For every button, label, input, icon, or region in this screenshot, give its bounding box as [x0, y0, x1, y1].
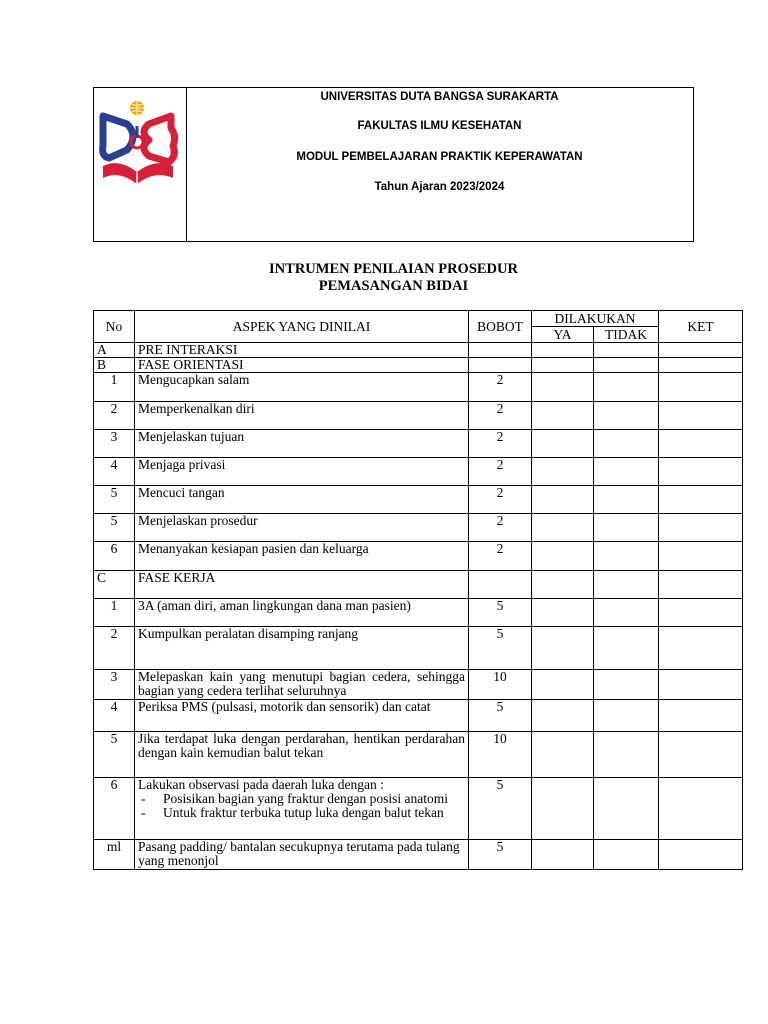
row-number: A	[94, 343, 135, 358]
header-box	[93, 87, 694, 242]
table-row	[94, 486, 743, 514]
table-row	[94, 542, 743, 571]
table-row	[94, 700, 743, 732]
row-tidak-cell	[594, 486, 659, 514]
row-ya-cell	[532, 402, 594, 430]
row-bobot: 2	[469, 542, 532, 571]
row-ya-cell	[532, 373, 594, 402]
row-bobot: 2	[469, 458, 532, 486]
row-ya-cell	[532, 571, 594, 599]
row-ket-cell	[659, 430, 743, 458]
dash-bullet: -	[141, 805, 146, 820]
row-tidak-cell	[594, 778, 659, 840]
row-tidak-cell	[594, 430, 659, 458]
row-ket-cell	[659, 627, 743, 670]
row-ket-cell	[659, 358, 743, 373]
row-bobot: 10	[469, 670, 532, 700]
sub-list-text: Posisikan bagian yang fraktur dengan posisi anatomi	[163, 791, 448, 806]
sub-list-item	[138, 792, 465, 806]
row-tidak-cell	[594, 700, 659, 732]
row-tidak-cell	[594, 514, 659, 542]
row-bobot: 2	[469, 373, 532, 402]
row-ya-cell	[532, 343, 594, 358]
header-text	[186, 88, 693, 241]
header-aspek: ASPEK YANG DINILAI	[135, 311, 469, 343]
row-tidak-cell	[594, 542, 659, 571]
row-bobot: 2	[469, 402, 532, 430]
row-aspek: 3A (aman diri, aman lingkungan dana man pasien)	[135, 599, 469, 627]
row-aspek: PRE INTERAKSI	[135, 343, 469, 358]
row-bobot: 5	[469, 627, 532, 670]
row-ket-cell	[659, 373, 743, 402]
row-bobot: 5	[469, 599, 532, 627]
row-aspek	[135, 778, 469, 840]
table-row	[94, 373, 743, 402]
row-ket-cell	[659, 514, 743, 542]
row-aspek: Kumpulkan peralatan disamping ranjang	[135, 627, 469, 670]
table-row	[94, 402, 743, 430]
table-row	[94, 458, 743, 486]
row-number: 3	[94, 670, 135, 700]
row-ya-cell	[532, 542, 594, 571]
row-ket-cell	[659, 343, 743, 358]
dash-bullet: -	[141, 791, 146, 806]
row-aspek: Memperkenalkan diri	[135, 402, 469, 430]
row-number: 5	[94, 486, 135, 514]
row-number: 6	[94, 542, 135, 571]
header-ya: YA	[532, 327, 594, 343]
row-ket-cell	[659, 778, 743, 840]
row-aspek: Menjelaskan prosedur	[135, 514, 469, 542]
table-row	[94, 840, 743, 870]
module-name: MODUL PEMBELAJARAN PRAKTIK KEPERAWATAN	[296, 151, 583, 163]
row-number: 4	[94, 458, 135, 486]
row-tidak-cell	[594, 732, 659, 778]
row-tidak-cell	[594, 458, 659, 486]
row-bobot	[469, 571, 532, 599]
row-number: 5	[94, 514, 135, 542]
row-ket-cell	[659, 486, 743, 514]
university-name: UNIVERSITAS DUTA BANGSA SURAKARTA	[320, 91, 559, 103]
row-tidak-cell	[594, 373, 659, 402]
row-number: 1	[94, 599, 135, 627]
row-ya-cell	[532, 358, 594, 373]
row-ya-cell	[532, 778, 594, 840]
sub-list	[138, 792, 465, 820]
table-row	[94, 343, 743, 358]
row-bobot: 2	[469, 430, 532, 458]
row-aspek: Menjelaskan tujuan	[135, 430, 469, 458]
row-bobot: 2	[469, 514, 532, 542]
row-tidak-cell	[594, 343, 659, 358]
row-bobot: 5	[469, 840, 532, 870]
header-bobot: BOBOT	[469, 311, 532, 343]
row-ket-cell	[659, 599, 743, 627]
row-ket-cell	[659, 571, 743, 599]
row-aspek: Pasang padding/ bantalan secukupnya terutama pada tulang yang menonjol	[135, 840, 469, 870]
row-tidak-cell	[594, 599, 659, 627]
university-logo-icon	[97, 96, 183, 196]
document-title-line1: INTRUMEN PENILAIAN PROSEDUR	[269, 261, 518, 277]
row-tidak-cell	[594, 402, 659, 430]
row-ket-cell	[659, 458, 743, 486]
table-row	[94, 358, 743, 373]
row-aspek: Periksa PMS (pulsasi, motorik dan sensorik) dan catat	[135, 700, 469, 732]
row-ya-cell	[532, 700, 594, 732]
row-number: 1	[94, 373, 135, 402]
table-row	[94, 430, 743, 458]
row-ket-cell	[659, 840, 743, 870]
row-ya-cell	[532, 430, 594, 458]
row-number: B	[94, 358, 135, 373]
sub-list-text: Untuk fraktur terbuka tutup luka dengan balut tekan	[163, 805, 444, 820]
row-tidak-cell	[594, 840, 659, 870]
table-row	[94, 599, 743, 627]
row-bobot	[469, 358, 532, 373]
table-row	[94, 670, 743, 700]
logo-cell	[94, 88, 187, 241]
table-row	[94, 514, 743, 542]
row-aspek: FASE KERJA	[135, 571, 469, 599]
row-number: 2	[94, 402, 135, 430]
faculty-name: FAKULTAS ILMU KESEHATAN	[357, 120, 522, 132]
row-ket-cell	[659, 732, 743, 778]
row-aspek: Mencuci tangan	[135, 486, 469, 514]
assessment-table	[93, 310, 743, 870]
row-number: 2	[94, 627, 135, 670]
row-tidak-cell	[594, 627, 659, 670]
row-ket-cell	[659, 542, 743, 571]
row-aspek: Mengucapkan salam	[135, 373, 469, 402]
row-ket-cell	[659, 700, 743, 732]
header-dilakukan: DILAKUKAN	[532, 311, 659, 327]
sub-list-item	[138, 806, 465, 820]
row-bobot: 5	[469, 700, 532, 732]
row-ya-cell	[532, 732, 594, 778]
table-row	[94, 732, 743, 778]
row-ya-cell	[532, 486, 594, 514]
row-ya-cell	[532, 514, 594, 542]
row-ya-cell	[532, 627, 594, 670]
row-ket-cell	[659, 402, 743, 430]
row-aspek: Melepaskan kain yang menutupi bagian cedera, sehingga bagian yang cedera terlihat seluruhnya	[135, 670, 469, 700]
row-aspek: Menanyakan kesiapan pasien dan keluarga	[135, 542, 469, 571]
row-aspek: FASE ORIENTASI	[135, 358, 469, 373]
row-aspek: Menjaga privasi	[135, 458, 469, 486]
row-tidak-cell	[594, 358, 659, 373]
row-bobot	[469, 343, 532, 358]
row-ket-cell	[659, 670, 743, 700]
row-number: 5	[94, 732, 135, 778]
row-ya-cell	[532, 840, 594, 870]
row-ya-cell	[532, 670, 594, 700]
row-number: C	[94, 571, 135, 599]
row-bobot: 10	[469, 732, 532, 778]
row-ya-cell	[532, 458, 594, 486]
row-aspek-text: Lakukan observasi pada daerah luka dengan :	[138, 777, 384, 792]
header-no: No	[94, 311, 135, 343]
row-ya-cell	[532, 599, 594, 627]
row-aspek: Jika terdapat luka dengan perdarahan, hentikan perdarahan dengan kain kemudian balut tekan	[135, 732, 469, 778]
academic-year: Tahun Ajaran 2023/2024	[374, 181, 505, 193]
header-ket: KET	[659, 311, 743, 343]
table-row	[94, 778, 743, 840]
row-tidak-cell	[594, 571, 659, 599]
row-number: 3	[94, 430, 135, 458]
row-number: ml	[94, 840, 135, 870]
table-row	[94, 627, 743, 670]
table-row	[94, 571, 743, 599]
row-number: 6	[94, 778, 135, 840]
row-tidak-cell	[594, 670, 659, 700]
row-number: 4	[94, 700, 135, 732]
row-bobot: 5	[469, 778, 532, 840]
header-tidak: TIDAK	[594, 327, 659, 343]
row-bobot: 2	[469, 486, 532, 514]
document-title-line2: PEMASANGAN BIDAI	[318, 278, 469, 294]
